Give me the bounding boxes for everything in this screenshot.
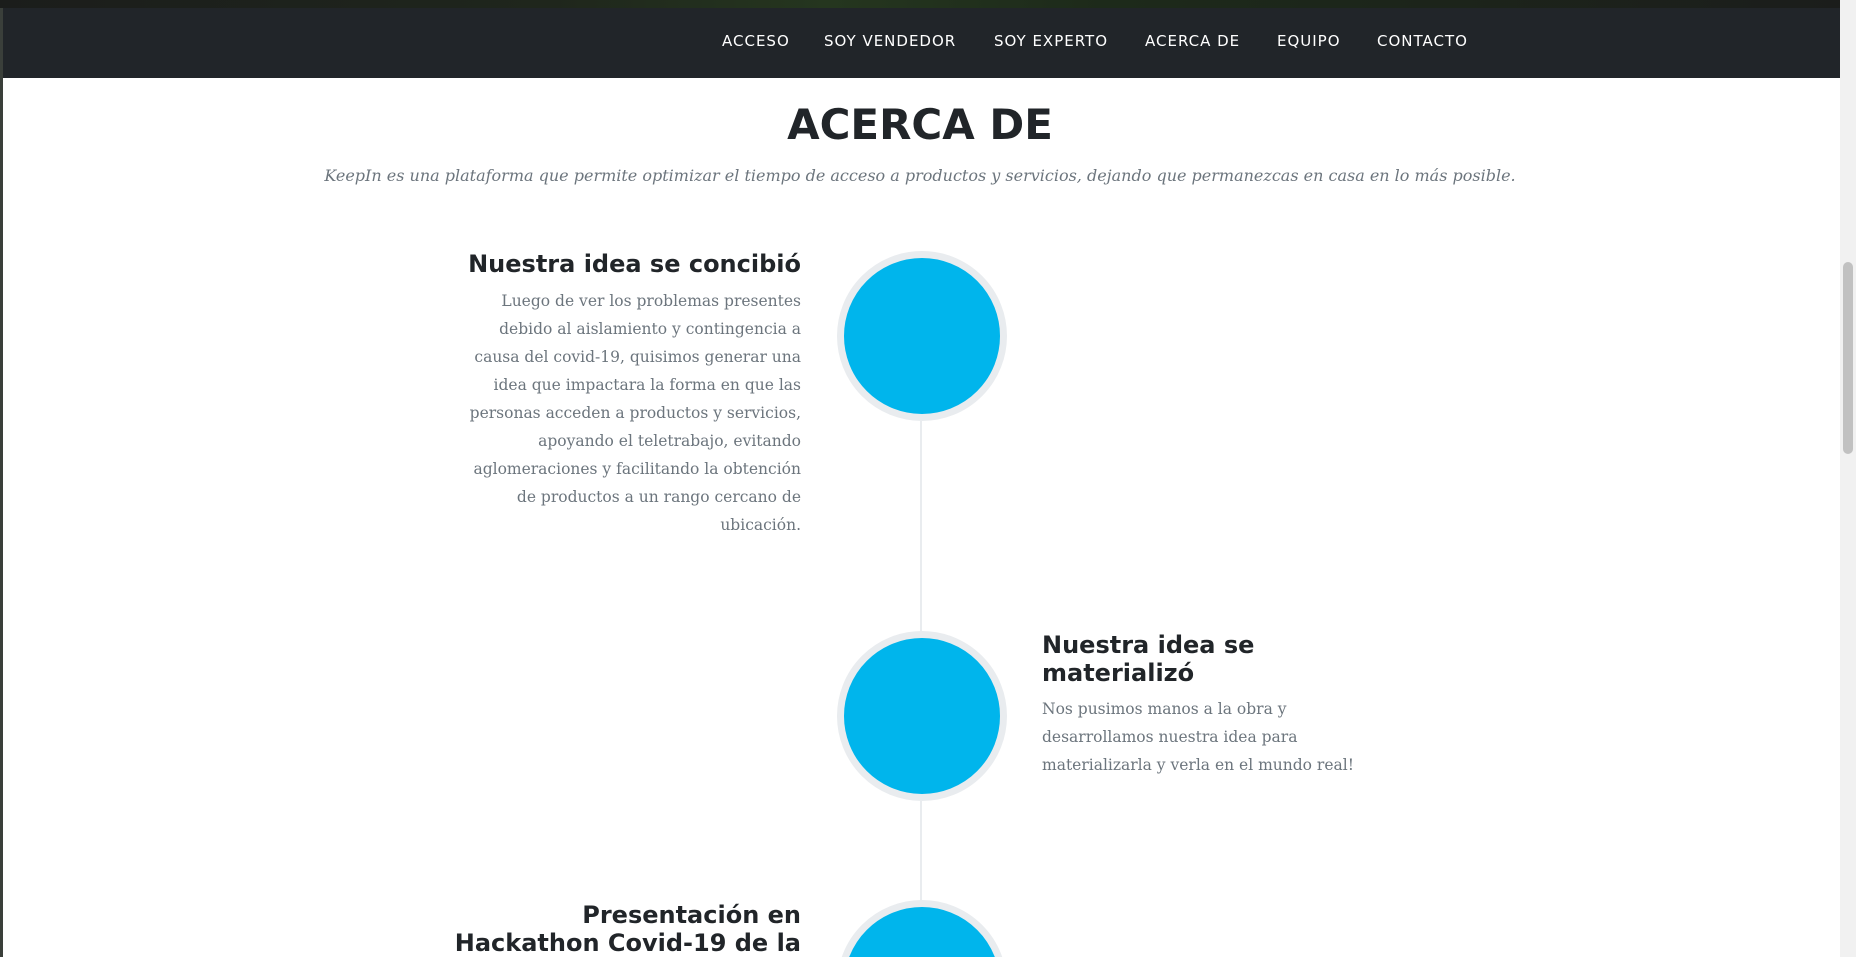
- nav-link-equipo[interactable]: EQUIPO: [1277, 32, 1341, 50]
- section-subtitle: KeepIn es una plataforma que permite optimizar el tiempo de acceso a productos y servicios, dejando que permanezcas en casa en lo más posible.: [324, 166, 1516, 185]
- nav-link-soy-experto[interactable]: SOY EXPERTO: [994, 32, 1109, 50]
- nav-link-acerca-de[interactable]: ACERCA DE: [1145, 32, 1241, 50]
- timeline-circle-3: [837, 900, 1007, 957]
- timeline-body-2: Nos pusimos manos a la obra y desarrollamos nuestra idea para materializarla y verla en el mundo real!: [1042, 700, 1354, 774]
- timeline-body-1: Luego de ver los problemas presentes debido al aislamiento y contingencia a causa del covid-19, quisimos generar una idea que impactara la forma en que las personas acceden a productos y servicios, apoyando el teletrabajo, evitando aglomeraciones y facilitando la obtención de productos a un rango cercano de ubicación.: [469, 292, 801, 534]
- timeline-heading-2: Nuestra idea se materializó: [1042, 631, 1255, 687]
- timeline-heading-1: Nuestra idea se concibió: [468, 250, 801, 278]
- navbar: [3, 8, 1840, 78]
- scrollbar-track[interactable]: [1840, 0, 1856, 957]
- section-title: ACERCA DE: [787, 100, 1053, 149]
- timeline-heading-3: Presentación en Hackathon Covid-19 de la: [454, 901, 801, 957]
- header-image-strip: [0, 0, 1840, 8]
- nav-link-soy-vendedor[interactable]: SOY VENDEDOR: [824, 32, 957, 50]
- timeline-circle-1: [837, 251, 1007, 421]
- nav-link-contacto[interactable]: CONTACTO: [1377, 32, 1468, 50]
- nav-links: [3, 8, 1840, 78]
- nav-link-acceso[interactable]: ACCESO: [722, 32, 790, 50]
- scrollbar-thumb[interactable]: [1843, 262, 1853, 454]
- timeline-circle-2: [837, 631, 1007, 801]
